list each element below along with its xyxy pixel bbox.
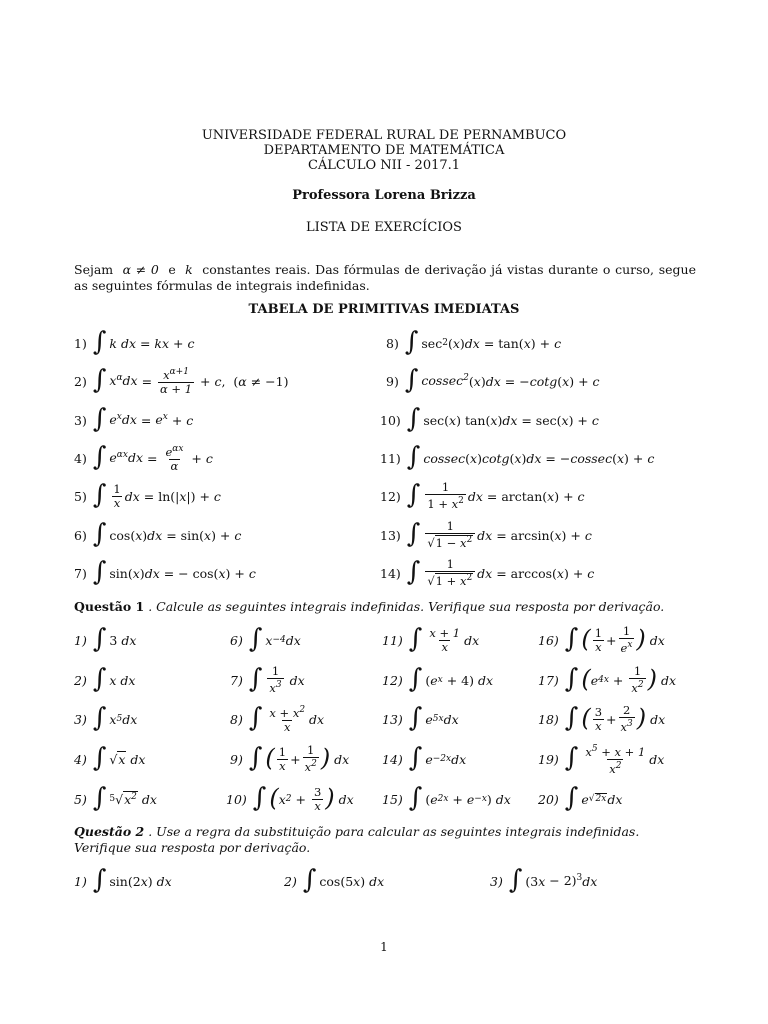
q1-item-11: 11) ∫ $\frac{x + 1}{x}$ dx: [382, 624, 480, 654]
formula-7: 7) ∫ sin( x ) dx = − cos( x ) + c: [74, 557, 256, 587]
q1-item-15: 15) ∫ ( e 2x + e −x ) dx: [382, 783, 511, 813]
formula-2: 2) ∫ $x^\alpha dx$ = $\frac{x^{\alpha+1}}{\alpha + 1}$ + c , ( α ≠ −1): [74, 365, 289, 396]
q1-item-16: 16) ∫ ( $\frac{1}{x}$ + $\frac{1}{e^x}$ ) dx: [538, 624, 665, 655]
q1-item-20: 20) ∫ e √2x dx: [538, 783, 623, 813]
q1-item-5: 5) ∫ 5 √ $x^2$ dx: [74, 783, 157, 813]
formula-1: 1) ∫ k dx = kx + c: [74, 327, 195, 357]
q2-item-1: 1) ∫ sin(2 x ) dx: [74, 865, 172, 895]
formula-12: 12) ∫ $\frac{1}{1 + x^2}$ dx = arctan( x ) + c: [380, 480, 585, 511]
formula-9: 9) ∫ cossec$^2$ ( x ) dx = − cotg ( x ) + c: [386, 365, 600, 395]
q2-item-2: 2) ∫ cos(5 x ) dx: [284, 865, 385, 895]
formula-8: 8) ∫ sec 2 ( x ) dx = tan( x ) + c: [386, 327, 562, 357]
question-1-heading: Questão 1 . Calcule as seguintes integrais indefinidas. Verifique sua resposta por derivação.: [74, 599, 665, 614]
q1-item-14: 14) ∫ e −2x dx: [382, 743, 467, 773]
q1-item-1: 1) ∫ 3 dx: [74, 624, 137, 654]
q1-item-12: 12) ∫ ( e x + 4) dx: [382, 664, 494, 694]
q1-item-13: 13) ∫ e 5x dx: [382, 703, 459, 733]
table-title: TABELA DE PRIMITIVAS IMEDIATAS: [248, 302, 520, 317]
formula-6: 6) ∫ cos( x ) dx = sin( x ) + c: [74, 519, 242, 549]
formula-13: 13) ∫ $\frac{1}{√1 - x^2}$ dx = arcsin( x ) + c: [380, 519, 592, 550]
formula-3: 3) ∫ $e^xdx$ = $e^x$ + c: [74, 404, 194, 434]
q1-item-18: 18) ∫ ( $\frac{3}{x}$ + $\frac{2}{x^3}$ ) dx: [538, 703, 666, 734]
q1-item-19: 19) ∫ $\frac{x^5 + x + 1}{x^2}$ dx: [538, 743, 665, 776]
q1-item-3: 3) ∫ x 5 dx: [74, 703, 138, 733]
question-2-heading: Questão 2 . Use a regra da substituição para calcular as seguintes integrais indefinidas. Verifique sua resposta por derivação.: [74, 824, 640, 855]
formula-10: 10) ∫ sec( x ) tan( x ) dx = sec( x ) + c: [380, 404, 599, 434]
q1-item-17: 17) ∫ ( e 4x + $\frac{1}{x^2}$ ) dx: [538, 664, 676, 695]
page-number: 1: [380, 940, 388, 954]
intro-paragraph: Sejam α ≠ 0 e k constantes reais. Das fórmulas de derivação já vistas durante o curso, segue as seguintes fórmulas de integrais indefinidas.: [74, 262, 697, 293]
professor-name: Professora Lorena Brizza: [292, 188, 476, 203]
q1-item-7: 7) ∫ $\frac{1}{x^3}$ dx: [230, 664, 305, 695]
q1-item-4: 4) ∫ √ x dx: [74, 743, 146, 773]
q1-item-2: 2) ∫ x dx: [74, 664, 136, 694]
formula-14: 14) ∫ $\frac{1}{√1 + x^2}$ dx = arccos( x ) + c: [380, 557, 595, 588]
formula-5: 5) ∫ $\frac{1}{x}$ dx = ln(| x |) + c: [74, 480, 221, 510]
department-name: DEPARTAMENTO DE MATEMÁTICA: [263, 143, 505, 158]
q1-item-6: 6) ∫ x −4 dx: [230, 624, 301, 654]
q1-item-8: 8) ∫ $\frac{x + x^2}{x}$ dx: [230, 703, 325, 734]
q1-item-9: 9) ∫ ( $\frac{1}{x}$ + $\frac{1}{x^2}$ ) dx: [230, 743, 350, 774]
course-name: CÁLCULO NII - 2017.1: [307, 158, 461, 173]
formula-4: 4) ∫ $e^{\alpha x}dx$ = $\frac{e^{\alpha x}}{\alpha}$ + c: [74, 442, 213, 473]
q1-item-10: 10) ∫ ( x 2 + $\frac{3}{x}$ ) dx: [226, 783, 354, 813]
list-title: LISTA DE EXERCÍCIOS: [306, 220, 462, 235]
formula-11: 11) ∫ cossec ( x ) cotg ( x ) dx = − cossec ( x ) + c: [380, 442, 655, 472]
university-name: UNIVERSIDADE FEDERAL RURAL DE PERNAMBUCO: [201, 128, 567, 143]
q2-item-3: 3) ∫ (3 x − 2)$^3$ dx: [490, 865, 598, 895]
